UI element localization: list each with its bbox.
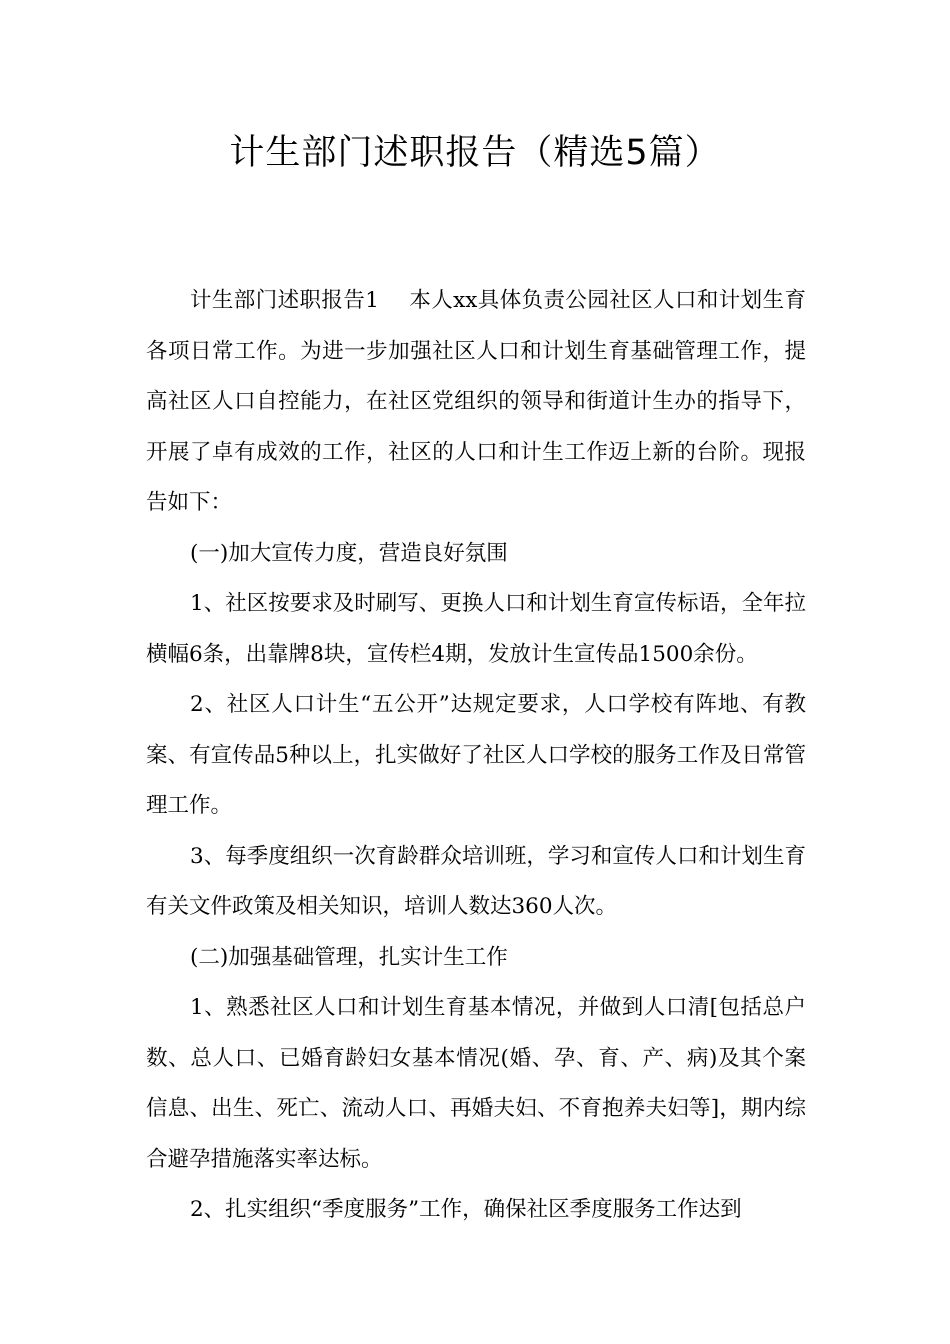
section-heading-report-1: 计生部门述职报告1 — [190, 288, 379, 313]
document-title: 计生部门述职报告（精选5篇） — [229, 133, 721, 173]
section-heading-publicity: (一)加大宣传力度，营造良好氛围 — [190, 540, 508, 566]
intro-text: 本人xx具体负责公园社区人口和计划生育各项日常工作。为进一步加强社区人口和计划生育基础管理工作，提高社区人口自控能力，在社区党组织的领导和街道计生办的指导下，开展了卓有成效的工作，社区的人口和计生工作迈上新的台阶。现报告如下： — [146, 288, 806, 515]
document-body — [146, 276, 806, 1236]
paragraph-item-3: 3、每季度组织一次育龄群众培训班，学习和宣传人口和计划生育有关文件政策及相关知识，培训人数达360人次。 — [146, 843, 806, 919]
paragraph-item-1: 1、社区按要求及时刷写、更换人口和计划生育宣传标语，全年拉横幅6条，出靠牌8块，宣传栏4期，发放计生宣传品1500余份。 — [146, 591, 806, 667]
paragraph-item-5: 2、扎实组织“季度服务”工作，确保社区季度服务工作达到 — [190, 1197, 742, 1222]
paragraph-intro — [146, 276, 806, 529]
paragraph-item-4: 1、熟悉社区人口和计划生育基本情况，并做到人口清[包括总户数、总人口、已婚育龄妇女基本情况(婚、孕、育、产、病)及其个案信息、出生、死亡、流动人口、再婚夫妇、不育抱养夫妇等]，期内综合避孕措施落实率达标。 — [146, 995, 806, 1172]
paragraph-item-2: 2、社区人口计生“五公开”达规定要求，人口学校有阵地、有教案、有宣传品5种以上，扎实做好了社区人口学校的服务工作及日常管理工作。 — [146, 692, 806, 818]
section-heading-management: (二)加强基础管理，扎实计生工作 — [190, 944, 508, 970]
